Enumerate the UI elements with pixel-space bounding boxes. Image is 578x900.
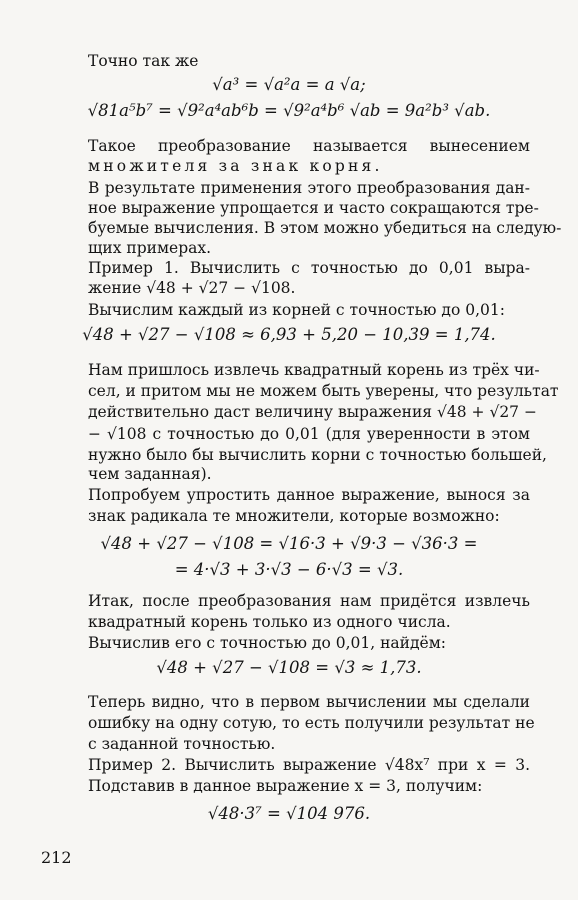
text-line: Подставив в данное выражение x = 3, получим: <box>88 777 483 795</box>
page-number: 212 <box>41 848 72 867</box>
text-line: ное выражение упрощается и часто сокращаются тре- <box>88 199 539 217</box>
text-line: жение √48 + √27 − √108. <box>88 279 296 297</box>
text-line: множителя за знак корня. <box>88 157 383 175</box>
text-line: сел, и притом мы не можем быть уверены, что результат <box>88 382 559 400</box>
text-line: Такое преобразование называется вынесением <box>88 137 530 155</box>
text-line: Точно так же <box>88 52 199 70</box>
text-line: Вычислим каждый из корней с точностью до 0,01: <box>88 301 505 319</box>
text-line: Итак, после преобразования нам придётся извлечь <box>88 592 530 610</box>
text-line: знак радикала те множители, которые возможно: <box>88 507 500 525</box>
text-line: с заданной точностью. <box>88 735 276 753</box>
formula-line: √48 + √27 − √108 = √16·3 + √9·3 − √36·3 = <box>100 534 478 553</box>
formula-line: √a³ = √a²a = a √a; <box>212 75 366 94</box>
text-line: Пример 1. Вычислить с точностью до 0,01 выра- <box>88 259 530 277</box>
text-line: Пример 2. Вычислить выражение √48x⁷ при x = 3. <box>88 756 530 774</box>
formula-line: √48·3⁷ = √104 976. <box>207 804 371 823</box>
text-line: В результате применения этого преобразования дан- <box>88 179 530 197</box>
text-line: Вычислив его с точностью до 0,01, найдём: <box>88 634 446 652</box>
text-line: чем заданная). <box>88 465 212 483</box>
text-line: действительно даст величину выражения √48 + √27 − <box>88 403 537 421</box>
text-line: ошибку на одну сотую, то есть получили результат не <box>88 714 535 732</box>
text-line: Теперь видно, что в первом вычислении мы сделали <box>88 693 530 711</box>
text-line: − √108 с точностью до 0,01 (для уверенности в этом <box>88 425 530 443</box>
text-line: Попробуем упростить данное выражение, вынося за <box>88 486 530 504</box>
formula-line: √48 + √27 − √108 = √3 ≈ 1,73. <box>156 658 422 677</box>
formula-line: √48 + √27 − √108 ≈ 6,93 + 5,20 − 10,39 = 1,74. <box>82 325 496 344</box>
text-line: буемые вычисления. В этом можно убедиться на следую- <box>88 219 562 237</box>
formula-line: √81a⁵b⁷ = √9²a⁴ab⁶b = √9²a⁴b⁶ √ab = 9a²b³ √ab. <box>87 101 491 120</box>
text-line: Нам пришлось извлечь квадратный корень из трёх чи- <box>88 361 540 379</box>
text-line: щих примерах. <box>88 239 212 257</box>
text-line: нужно было бы вычислить корни с точностью большей, <box>88 446 547 464</box>
formula-line: = 4·√3 + 3·√3 − 6·√3 = √3. <box>174 560 404 579</box>
text-line: квадратный корень только из одного числа. <box>88 613 451 631</box>
